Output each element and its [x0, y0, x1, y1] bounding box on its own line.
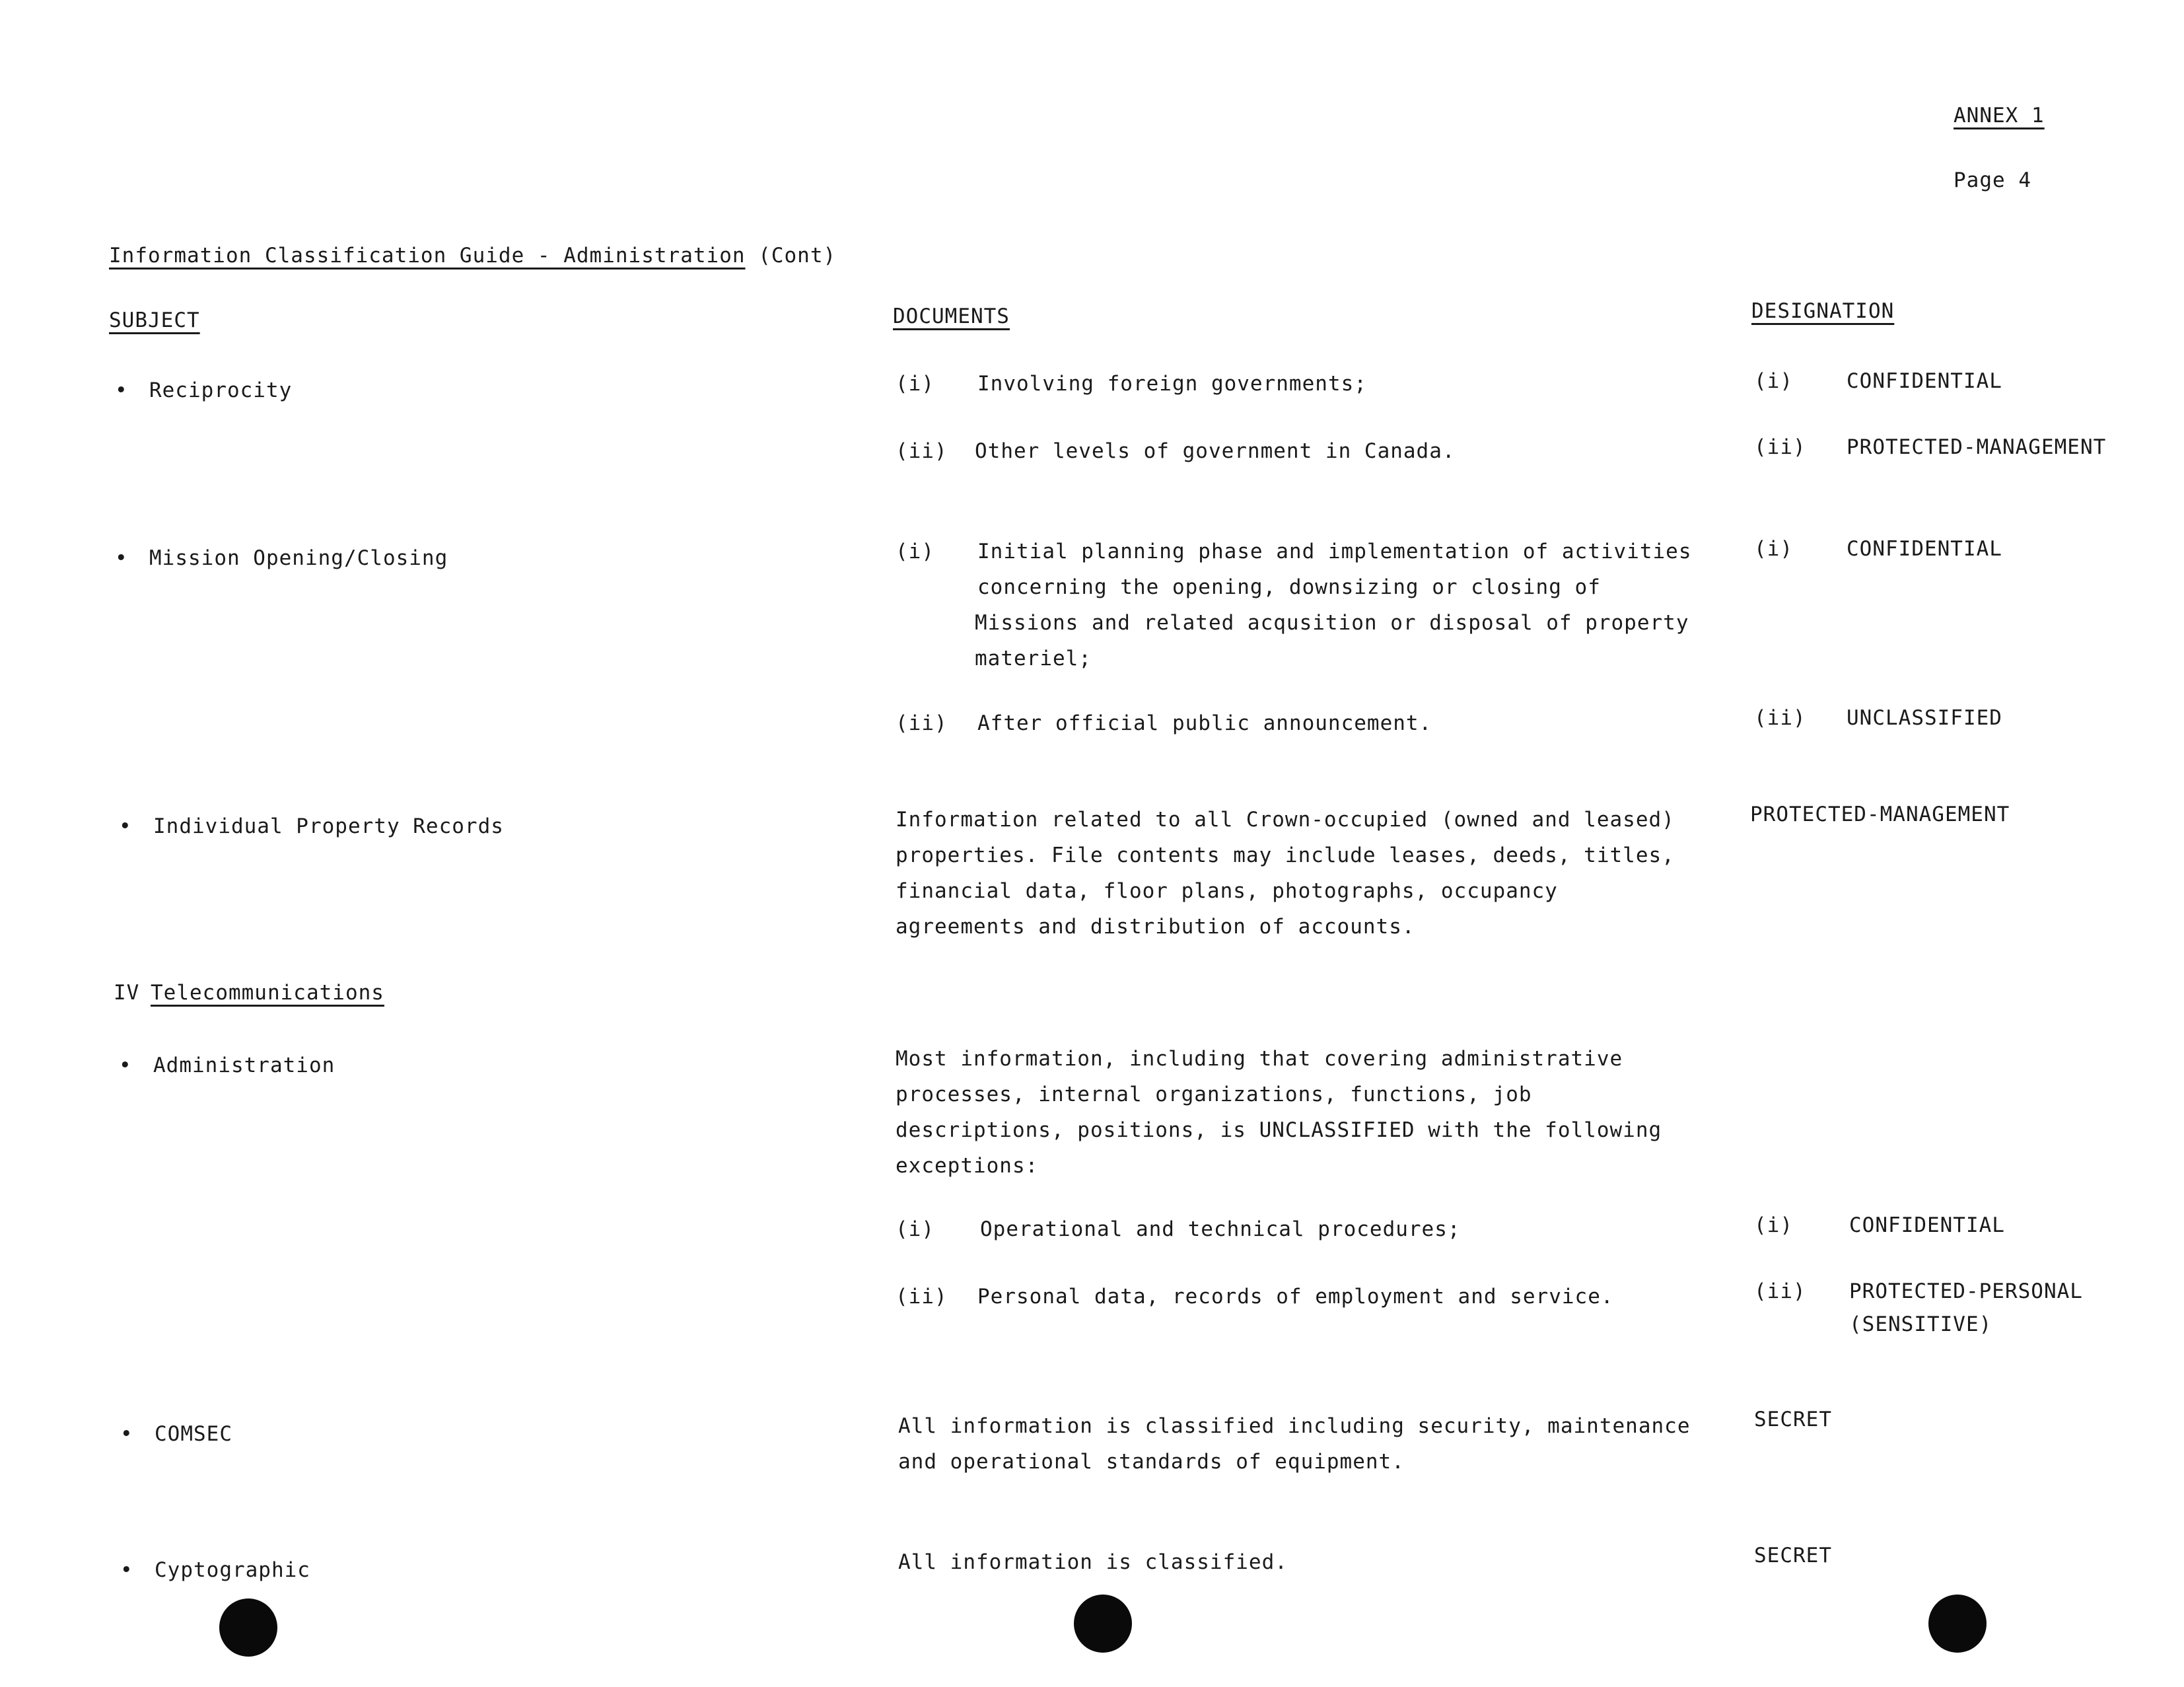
- punch-hole-right: [1928, 1595, 1987, 1653]
- document-text-line: agreements and distribution of accounts.: [896, 915, 1415, 939]
- designation-number: (i): [1754, 1213, 1793, 1237]
- document-text-line: financial data, floor plans, photographs, occupancy: [896, 879, 1558, 903]
- subject-administration: • Administration: [153, 1048, 335, 1083]
- designation-number: (ii): [1754, 1279, 1806, 1303]
- designation-value: CONFIDENTIAL: [1849, 1213, 2005, 1237]
- subject-individual-property-records: • Individual Property Records: [153, 808, 504, 844]
- document-text-line: Most information, including that covering administrative: [896, 1047, 1623, 1071]
- item-number: (i): [896, 1217, 934, 1241]
- document-text-line: exceptions:: [896, 1154, 1039, 1178]
- designation-value: SECRET: [1754, 1408, 1832, 1431]
- page-title-text: Information Classification Guide - Administration: [109, 244, 746, 268]
- item-number: (ii): [896, 1285, 948, 1309]
- column-heading-documents: DOCUMENTS: [893, 305, 1010, 328]
- document-text: After official public announcement.: [977, 711, 1432, 735]
- designation-value: PROTECTED-PERSONAL: [1849, 1279, 2083, 1303]
- document-text-line: Missions and related acqusition or disposal of property: [975, 611, 1689, 635]
- designation-value-line2: (SENSITIVE): [1849, 1312, 1992, 1336]
- document-text-line: All information is classified including security, maintenance: [898, 1414, 1691, 1438]
- document-text-line: properties. File contents may include leases, deeds, titles,: [896, 844, 1675, 867]
- page-number: Page 4: [1954, 168, 2031, 192]
- section-heading-telecommunications: Telecommunications: [151, 981, 384, 1005]
- designation-value: CONFIDENTIAL: [1847, 369, 2002, 393]
- item-number: (i): [896, 372, 934, 396]
- designation-value: PROTECTED-MANAGEMENT: [1750, 803, 2010, 826]
- document-text-line: concerning the opening, downsizing or closing of: [977, 575, 1601, 599]
- item-number: (i): [896, 540, 934, 563]
- subject-mission-opening-closing: • Mission Opening/Closing: [149, 540, 448, 576]
- document-text-line: processes, internal organizations, functions, job: [896, 1083, 1532, 1106]
- document-text: All information is classified.: [898, 1550, 1288, 1574]
- designation-number: (i): [1754, 537, 1793, 561]
- document-text-line: descriptions, positions, is UNCLASSIFIED with the following: [896, 1118, 1662, 1142]
- item-number: (ii): [896, 439, 948, 463]
- designation-number: (ii): [1754, 706, 1806, 730]
- document-text-line: Initial planning phase and implementation of activities: [977, 540, 1692, 563]
- designation-value: UNCLASSIFIED: [1847, 706, 2002, 730]
- designation-value: SECRET: [1754, 1544, 1832, 1567]
- designation-value: PROTECTED-MANAGEMENT: [1847, 435, 2107, 459]
- document-text: Other levels of government in Canada.: [975, 439, 1456, 463]
- item-number: (ii): [896, 711, 948, 735]
- subject-comsec: • COMSEC: [155, 1416, 232, 1452]
- punch-hole-center: [1074, 1595, 1132, 1653]
- designation-value: CONFIDENTIAL: [1847, 537, 2002, 561]
- column-heading-designation: DESIGNATION: [1751, 299, 1895, 323]
- designation-number: (ii): [1754, 435, 1806, 459]
- column-heading-subject: SUBJECT: [109, 308, 200, 332]
- document-text: Involving foreign governments;: [977, 372, 1367, 396]
- document-text-line: and operational standards of equipment.: [898, 1450, 1405, 1474]
- punch-hole-left: [219, 1598, 277, 1657]
- document-text-line: materiel;: [975, 647, 1092, 670]
- section-numeral: IV: [114, 981, 140, 1005]
- page-title-suffix: (Cont): [758, 244, 837, 268]
- page-title: [109, 238, 836, 273]
- document-text-line: Information related to all Crown-occupied (owned and leased): [896, 808, 1675, 832]
- document-text: Operational and technical procedures;: [980, 1217, 1461, 1241]
- designation-number: (i): [1754, 369, 1793, 393]
- subject-reciprocity: • Reciprocity: [149, 373, 292, 408]
- annex-label: ANNEX 1: [1954, 104, 2045, 127]
- subject-cryptographic: • Cyptographic: [155, 1552, 310, 1588]
- document-text: Personal data, records of employment and service.: [977, 1285, 1614, 1309]
